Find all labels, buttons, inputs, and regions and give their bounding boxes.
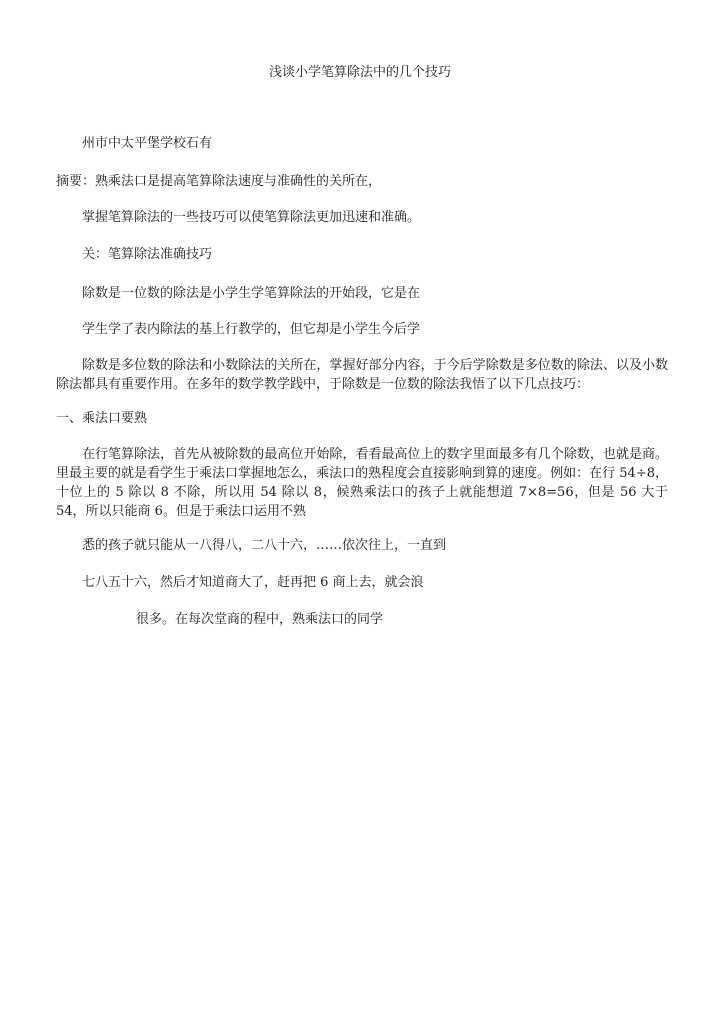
document-title: 浅谈小学笔算除法中的几个技巧	[268, 65, 451, 80]
section-1-heading: 一、乘法口要熟	[56, 411, 148, 426]
mastery-line: 掌握笔算除法的一些技巧可以使笔算除法更加迅速和准确。	[82, 210, 421, 225]
many-line: 很多。在每次堂商的程中，熟乘法口的同学	[136, 612, 384, 627]
section-1-paragraph: 在行笔算除法，首先从被除数的最高位开始除，看看最高位上的数字里面最多有几个除数，也就是商。里最主要的就是看学生于乘法口掌握地怎么，乘法口的熟程度会直接影响到算的速度。例如：在行 54÷8，十位上的 5 除以 8 不除，所以用 54 除以 8，候熟乘法口的孩子上就能想道 7×8=56，但是 56 大于 54，所以只能商 6。但是于乘法口运用不熟	[56, 447, 668, 519]
multi-digit-paragraph: 除数是多位数的除法和小数除法的关所在，掌握好部分内容，于今后学除数是多位数的除法、以及小数除法都具有重要作用。在多年的数学教学践中，于除数是一位数的除法我悟了以下几点技巧：	[56, 358, 668, 392]
unfamiliar-line: 悉的孩子就只能从一八得八，二八十六，……依次往上，一直到	[82, 538, 447, 553]
keywords-line: 关：笔算除法准确技巧	[82, 247, 213, 262]
abstract-line: 摘要：熟乘法口是提高笔算除法速度与准确性的关所在，	[56, 174, 382, 189]
seven-eights-line: 七八五十六，然后才知道商大了，赶再把 6 商上去，就会浪	[82, 575, 424, 590]
after-table-line: 学生学了表内除法的基上行教学的，但它却是小学生今后学	[82, 322, 421, 337]
divisor-one-digit-line: 除数是一位数的除法是小学生学笔算除法的开始段，它是在	[82, 286, 421, 301]
author-line: 州市中太平堡学校石有	[82, 136, 213, 151]
